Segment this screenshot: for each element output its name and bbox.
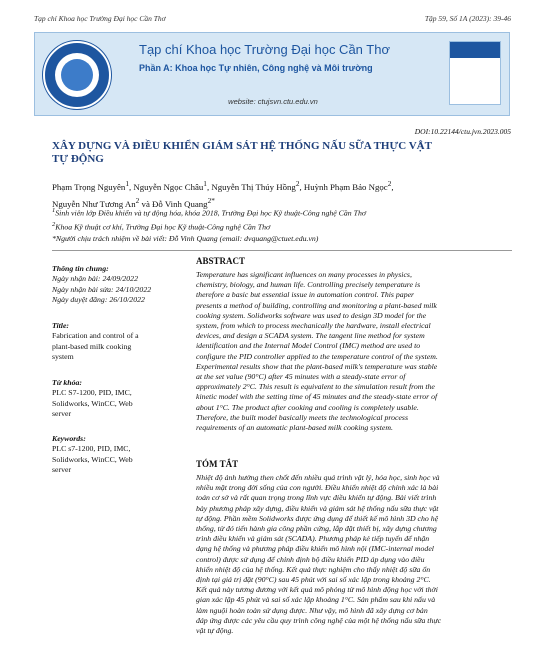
author-affiliation-marker: 2: [295, 179, 300, 188]
abstract-line: Therefore, the built model basically meets the technological process: [196, 412, 408, 422]
summary-line: nhiều mặt trong đời sống của con người. Điều khiển nhiệt độ chính xác là bài: [196, 483, 439, 493]
summary-line: đáp ứng được các yêu cầu quy trình công nghệ của một hệ thống nấu sữa thực: [196, 615, 442, 625]
summary-line: control) được sử dụng để chỉnh định bộ điều khiển PID áp dụng vào điều: [196, 554, 425, 564]
journal-title: Tạp chí Khoa học Trường Đại học Cần Thơ: [139, 42, 390, 57]
abstract-line: about 1°C. The product after cooking and cooling is completely usable.: [196, 402, 419, 412]
paper-title-line-1: XÂY DỰNG VÀ ĐIỀU KHIỂN GIÁM SÁT HỆ THỐNG NẤU SỮA THỰC VẬT: [52, 140, 432, 152]
author-line-1: [52, 177, 512, 194]
author-affiliation-marker: 2*: [207, 195, 215, 205]
journal-banner: [34, 32, 510, 116]
keywords-vi-line: Solidworks, WinCC, Web: [52, 398, 133, 408]
paper-title: [52, 140, 512, 166]
abstract-line: approximately 2°C. This result is equivalent to the simulation result from the: [196, 382, 435, 392]
keywords-en-block: [52, 434, 164, 476]
summary-line: Nhiệt độ ảnh hưởng then chốt đến nhiều quá trình vật lý, hóa học, sinh học và: [196, 473, 440, 482]
author-name: Nguyễn Như Tương An: [52, 198, 136, 209]
affiliation-2: [52, 219, 270, 233]
journal-section: Phần A: Khoa học Tự nhiên, Công nghệ và Môi trường: [139, 63, 373, 73]
summary-line: gian xác lập 45 phút và sai số xác lập khoảng 1°C. Sản phẩm sau khi nấu và: [196, 595, 436, 605]
abstract-line: configure the PID controller applied to the temperature control of the system.: [196, 351, 438, 361]
abstract-line: therefore a basic but essential issue in automation control. This paper: [196, 290, 415, 300]
english-title-line: plant-based milk cooking: [52, 341, 132, 351]
abstract-line: chemistry, biology, and human life. Controlling precisely temperature is: [196, 280, 421, 290]
affiliation-marker: 1: [52, 207, 56, 214]
affiliation-1: [52, 205, 366, 219]
date-revised: Ngày nhận bài sửa: 24/10/2022: [52, 284, 152, 294]
keywords-en-heading: Keywords:: [52, 434, 86, 443]
author-name: , Nguyễn Ngọc Châu: [129, 181, 204, 192]
author-separator: ,: [391, 181, 394, 192]
affiliation-text: Khoa Kỹ thuật cơ khí, Trường Đại học Kỹ thuật-Công nghệ Cần Thơ: [55, 222, 271, 232]
keywords-vi-line: PLC S7-1200, PID, IMC,: [52, 388, 132, 398]
journal-cover-thumbnail-icon: [449, 41, 501, 105]
abstract-line: requirements of an automatic plant-based milk cooking system.: [196, 423, 393, 433]
author-name: và Đỗ Vinh Quang: [139, 198, 208, 209]
summary-line: khiển nhiệt độ của hệ thống. Kết quả thực nghiệm cho thấy nhiệt độ sữa ổn: [196, 564, 431, 574]
abstract-line: Temperature has significant influences on many processes in physics,: [196, 270, 412, 279]
affiliation-marker: *: [52, 234, 56, 243]
abstract-line: Experimental results show that the plant-based milk's temperature was stable: [196, 361, 438, 371]
summary-line: toán cơ sở và rất quan trọng trong lĩnh vực điều khiển tự động. Bài viết trình: [196, 493, 437, 503]
keywords-en-line: server: [52, 465, 72, 475]
article-info-heading: Thông tin chung:: [52, 264, 109, 273]
author-name: Phạm Trọng Nguyên: [52, 181, 126, 192]
date-received: Ngày nhận bài: 24/09/2022: [52, 274, 138, 284]
summary-line: bày phương pháp xây dựng, điều khiển và giám sát hệ thống nấu sữa thực vật: [196, 503, 439, 513]
author-name: , Nguyễn Thị Thúy Hồng: [206, 181, 296, 192]
keywords-en-line: Solidworks, WinCC, Web: [52, 454, 133, 464]
keywords-vi-block: [52, 378, 164, 420]
affiliation-text: Người chịu trách nhiệm về bài viết: Đỗ Vinh Quang (email: dvquang@ctuet.edu.vn): [55, 234, 319, 243]
article-info: [52, 264, 164, 306]
english-title-heading: Title:: [52, 321, 70, 330]
logo-ring: [55, 53, 99, 97]
keywords-vi-heading: Từ khóa:: [52, 378, 83, 387]
date-accepted: Ngày duyệt đăng: 26/10/2022: [52, 295, 145, 305]
english-title-line: Fabrication and control of a: [52, 331, 139, 341]
summary-body: [196, 473, 498, 636]
summary-line: trình điều khiển và giám sát (SCADA). Phương pháp kẻ tiếp tuyến để nhận: [196, 534, 430, 544]
author-name: , Huỳnh Phạm Bảo Ngọc: [299, 181, 388, 192]
abstract-line: at the set value (90°C) after 45 minutes with a steady-state error of: [196, 372, 406, 382]
summary-line: thống, từ đó tiến hành gia công phần cứng, lắp đặt thiết bị, xây dựng chương: [196, 524, 437, 534]
abstract-heading: ABSTRACT: [196, 256, 246, 266]
logo-core: [61, 59, 93, 91]
running-header-issue: Tập 59, Số 1A (2023): 39-46: [424, 14, 511, 23]
abstract-line: kinetic model with the setting time of 45 minutes and the steady-state error of: [196, 392, 438, 402]
abstract-body: [196, 270, 498, 433]
summary-line: Kết quả này tương đương với kết quả mô phỏng từ mô hình động học với thời: [196, 585, 438, 595]
affiliation-text: Sinh viên lớp Điều khiển và tự động hóa, khóa 2018, Trường Đại học Kỹ thuật-Công nghệ Cần Thơ: [55, 208, 366, 218]
journal-website[interactable]: website: ctujsvn.ctu.edu.vn: [228, 97, 318, 106]
corresponding-author: [52, 233, 318, 244]
summary-line: tự động. Phần mềm Solidworks được ứng dụng để thiết kế mô hình 3D cho hệ: [196, 513, 439, 523]
abstract-line: system, from which to process mechanically the hardware, install electrical: [196, 321, 431, 331]
abstract-line: cooking system. Solidworks software was used to design 3D model for the: [196, 310, 427, 320]
summary-line: định tại giá trị đặt (90°C) sau 45 phút với sai số xác lập trong khoảng 2°C.: [196, 575, 431, 585]
section-divider: [52, 250, 512, 251]
author-affiliation-marker: 2: [135, 195, 140, 205]
abstract-line: identification and the Internal Model Control (IMC) method are used to: [196, 341, 421, 351]
abstract-line: presents a method of building, controlling and monitoring a plant-based milk: [196, 300, 437, 310]
summary-line: dạng hệ thống và phương pháp điều khiển mô hình nội (IMC-internal model: [196, 544, 434, 554]
author-affiliation-marker: 1: [203, 179, 207, 188]
english-title-line: system: [52, 352, 74, 362]
abstract-line: devices, and design a SCADA system. The tangent line method for system: [196, 331, 425, 341]
summary-line: vật tự động.: [196, 626, 234, 636]
paper-title-line-2: TỰ ĐỘNG: [52, 153, 104, 165]
author-affiliation-marker: 2: [387, 179, 392, 188]
keywords-en-line: PLC s7-1200, PID, IMC,: [52, 444, 131, 454]
cover-band: [450, 42, 500, 58]
summary-heading: TÓM TẮT: [196, 459, 239, 469]
english-title-block: [52, 321, 164, 363]
author-affiliation-marker: 1: [125, 179, 129, 188]
affiliation-marker: 2: [52, 221, 56, 228]
running-header-journal: Tạp chí Khoa học Trường Đại học Cần Thơ: [34, 14, 166, 23]
summary-line: làm nguội hoàn toàn sử dụng được. Như vậy, mô hình đã xây dựng cơ bản: [196, 605, 428, 615]
doi[interactable]: DOI:10.22144/ctu.jvn.2023.005: [414, 127, 511, 136]
keywords-vi-line: server: [52, 409, 72, 419]
